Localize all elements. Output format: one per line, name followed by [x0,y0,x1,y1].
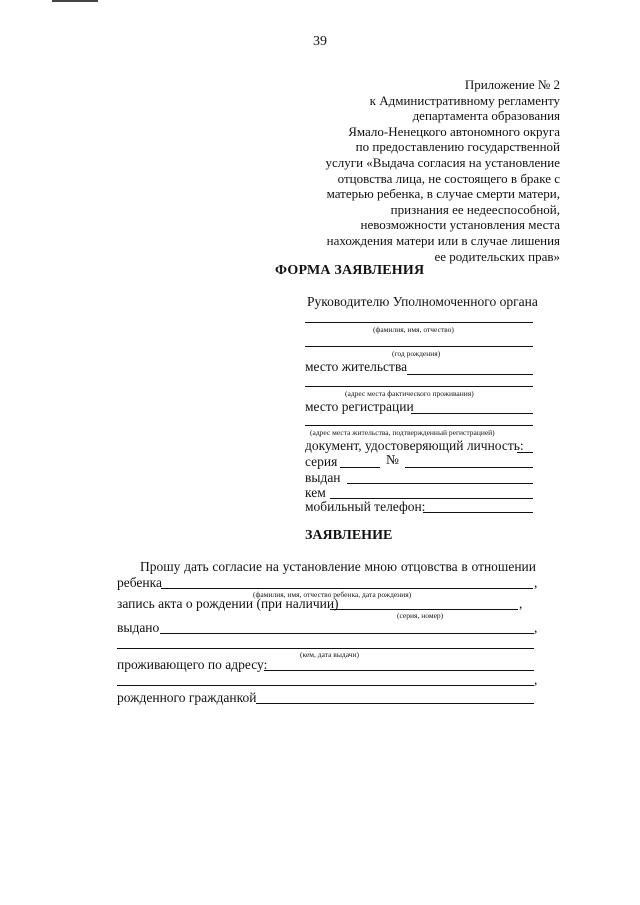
birth-year-field-line[interactable] [305,346,533,347]
appendix-line: Приложение № 2 [464,77,560,92]
comma: , [534,672,538,687]
born-label: рожденного гражданкой [117,690,257,705]
appendix-line: ее родительских прав» [434,248,560,264]
address-label: проживающего по адресу: [117,657,268,672]
statement-title: ЗАЯВЛЕНИЕ [305,528,393,543]
appendix-header [300,77,560,264]
appendix-line: отцовства лица, не состоящего в браке с [337,170,560,186]
appendix-line: по предоставлению государственной [355,139,560,155]
form-title: ФОРМА ЗАЯВЛЕНИЯ [275,263,425,278]
appendix-line: невозможности установления места [360,217,560,233]
birth-record-label: запись акта о рождении (при наличии) [117,596,339,611]
born-field-line[interactable] [256,703,534,704]
appendix-line: департамента образования [412,108,560,124]
registration-field-line[interactable] [411,413,533,414]
page-number: 39 [313,34,327,49]
comma: , [519,596,523,611]
actual-address-caption: (адрес места фактического проживания) [345,389,474,398]
registered-address-caption: (адрес места жительства, подтвержденный регистрацией) [310,428,495,437]
issued-label: выдан [305,470,341,485]
issued-field-line[interactable] [347,483,533,484]
scan-top-mark [52,0,98,2]
mobile-field-line[interactable] [423,512,533,513]
fio-field-line[interactable] [305,322,533,323]
mobile-label: мобильный телефон: [305,499,426,514]
fio-caption: (фамилия, имя, отчество) [373,325,454,334]
series-number-caption: (серия, номер) [397,611,444,620]
child-label: ребенка [117,575,162,590]
residence-field-line-2[interactable] [305,386,533,387]
request-text: Прошу дать согласие на установление мною отцовства в отношении [140,559,536,574]
issued-by-caption: (кем, дата выдачи) [300,650,360,659]
id-document-field-line[interactable] [517,452,533,453]
series-label: серия [305,454,338,469]
issued-statement-field-line-2[interactable] [117,648,534,649]
address-field-line-2[interactable] [117,685,534,686]
appendix-line: Ямало-Ненецкого автономного округа [348,123,560,139]
appendix-line: признания ее недееспособной, [390,201,560,217]
by-whom-label: кем [305,485,326,500]
issued-statement-label: выдано [117,620,160,635]
registration-label: место регистрации [305,399,414,414]
comma: , [534,620,538,635]
issued-statement-field-line[interactable] [160,633,534,634]
appendix-line: услуги «Выдача согласия на установление [325,154,560,170]
number-label: № [386,452,399,467]
birth-record-field-line[interactable] [330,609,518,610]
residence-field-line[interactable] [407,374,533,375]
appendix-line: к Административному регламенту [369,92,560,108]
appendix-line: матерью ребенка, в случае смерти матери, [326,186,560,202]
comma: , [534,575,538,590]
address-field-line[interactable] [264,670,534,671]
number-field-line[interactable] [405,467,533,468]
child-field-line[interactable] [161,588,533,589]
residence-label: место жительства [305,359,408,374]
series-field-line[interactable] [340,467,380,468]
id-document-label: документ, удостоверяющий личность: [305,438,524,453]
appendix-line: нахождения матери или в случае лишения [326,232,560,248]
addressee-line: Руководителю Уполномоченного органа [307,294,538,309]
birth-year-caption: (год рождения) [392,349,441,358]
registration-field-line-2[interactable] [305,425,533,426]
child-caption: (фамилия, имя, отчество ребенка, дата рождения) [253,590,412,599]
